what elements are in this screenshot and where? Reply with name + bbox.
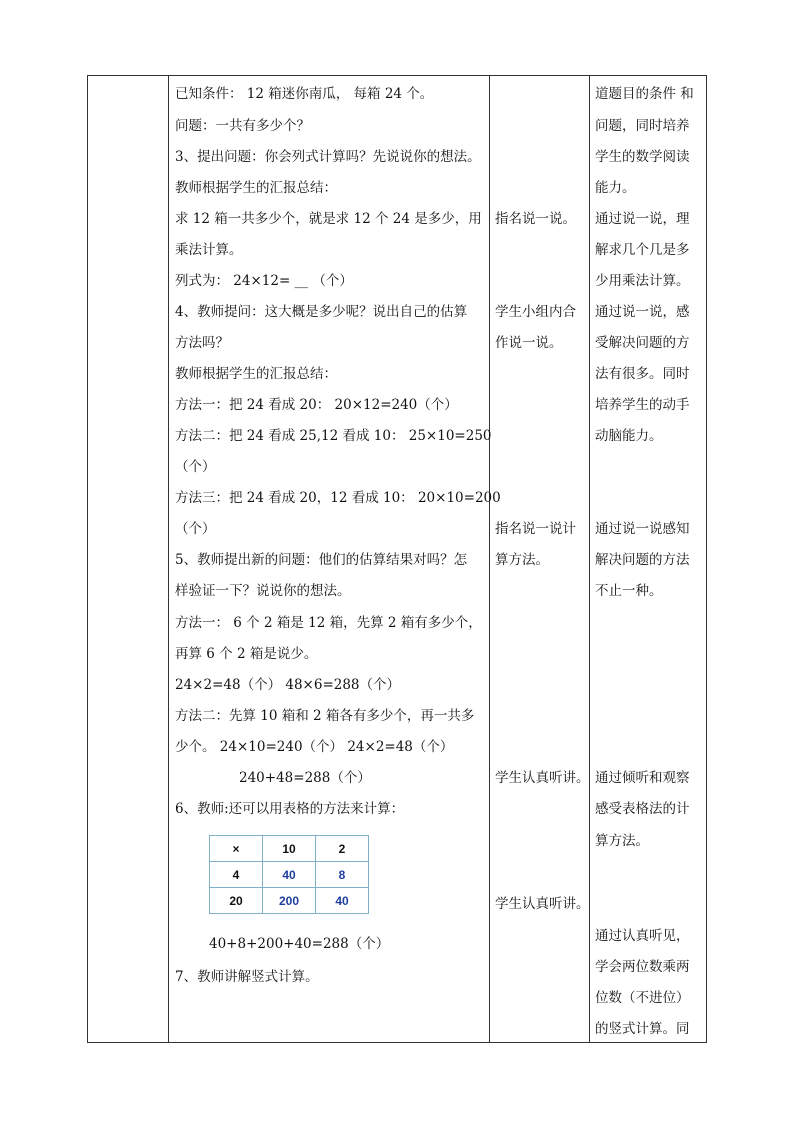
text-line: 问题：一共有多少个？: [175, 118, 310, 134]
text-line: 指名说一说。: [495, 211, 576, 227]
equation-line: 列式为： 24×12= __ （个）: [175, 273, 353, 289]
text-line: 学会两位数乘两: [595, 959, 690, 975]
text-line: 不止一种。: [595, 583, 663, 599]
text-line: 法有很多。同时: [595, 366, 690, 382]
text-line: 道题目的条件 和: [595, 86, 694, 102]
text-line: 7、教师讲解竖式计算。: [175, 969, 319, 985]
text-line: 解决问题的方法: [595, 552, 690, 568]
text-line: 问题，同时培养: [595, 118, 690, 134]
grid-row: [210, 888, 369, 914]
text-line: 6、教师:还可以用表格的方法来计算：: [175, 801, 405, 817]
text-line: 学生认真听讲。: [495, 896, 590, 912]
text-line: 通过认真听见，: [595, 928, 690, 944]
grid-cell: 4: [210, 862, 263, 888]
text-line: 受解决问题的方: [595, 335, 690, 351]
grid-cell: 200: [263, 888, 316, 914]
text-line: 方法三：把 24 看成 20，12 看成 10： 20×10=200: [175, 490, 501, 506]
text-line: 教师根据学生的汇报总结：: [175, 180, 337, 196]
text-line: 5、教师提出新的问题：他们的估算结果对吗？怎: [175, 552, 468, 568]
text-line: 解求几个几是多: [595, 242, 690, 258]
column-divider: [489, 76, 490, 1042]
text-line: 乘法计算。: [175, 242, 243, 258]
text-line: 的竖式计算。同: [595, 1021, 690, 1037]
text-line: 动脑能力。: [595, 428, 663, 444]
grid-cell: 40: [316, 888, 369, 914]
text-line: 通过说一说，理: [595, 211, 690, 227]
text-line: 方法吗？: [175, 335, 229, 351]
grid-row: [210, 862, 369, 888]
text-line: 位数（不进位）: [595, 990, 690, 1006]
text-line: 求 12 箱一共多少个，就是求 12 个 24 是多少，用: [175, 211, 482, 227]
text-line: 少个。 24×10=240（个） 24×2=48（个）: [175, 739, 454, 755]
text-line: 240+48=288（个）: [239, 770, 371, 786]
column-divider: [168, 76, 169, 1042]
text-line: 再算 6 个 2 箱是说少。: [175, 646, 318, 662]
text-line: 通过倾听和观察: [595, 770, 690, 786]
grid-cell: 8: [316, 862, 369, 888]
text-line: 24×2=48（个） 48×6=288（个）: [175, 677, 401, 693]
text-line: 教师根据学生的汇报总结：: [175, 366, 337, 382]
text-line: 作说一说。: [495, 335, 563, 351]
multiplication-grid: [209, 835, 369, 914]
text-line: 已知条件： 12 箱迷你南瓜， 每箱 24 个。: [175, 86, 434, 102]
text-line: 学生小组内合: [495, 304, 576, 320]
lesson-table: [87, 75, 707, 1043]
text-line: 通过说一说，感: [595, 304, 690, 320]
text-line: 学生的数学阅读: [595, 149, 690, 165]
text-line: 方法一： 6 个 2 箱是 12 箱，先算 2 箱有多少个，: [175, 615, 482, 631]
text-line: 3、提出问题：你会列式计算吗？先说说你的想法。: [175, 149, 481, 165]
text-line: 方法二：把 24 看成 25,12 看成 10： 25×10=250: [175, 428, 492, 444]
text-line: （个）: [175, 459, 216, 475]
text-line: 40+8+200+40=288（个）: [209, 936, 390, 952]
text-line: 样验证一下？说说你的想法。: [175, 583, 351, 599]
text-line: 4、教师提问：这大概是多少呢？说出自己的估算: [175, 304, 468, 320]
text-line: 方法一：把 24 看成 20： 20×12=240（个）: [175, 397, 458, 413]
text-line: 通过说一说感知: [595, 521, 690, 537]
text-line: 算方法。: [595, 833, 649, 849]
grid-cell: ×: [210, 836, 263, 862]
text-line: 学生认真听讲。: [495, 770, 590, 786]
grid-cell: 20: [210, 888, 263, 914]
text-line: 少用乘法计算。: [595, 273, 690, 289]
text-line: （个）: [175, 521, 216, 537]
text-line: 培养学生的动手: [595, 397, 690, 413]
text-line: 感受表格法的计: [595, 801, 690, 817]
text-line: 方法二：先算 10 箱和 2 箱各有多少个，再一共多: [175, 708, 475, 724]
text-line: 算方法。: [495, 552, 549, 568]
grid-cell: 40: [263, 862, 316, 888]
grid-cell: 2: [316, 836, 369, 862]
grid-header-row: [210, 836, 369, 862]
grid-cell: 10: [263, 836, 316, 862]
text-line: 能力。: [595, 180, 636, 196]
text-line: 指名说一说计: [495, 521, 576, 537]
